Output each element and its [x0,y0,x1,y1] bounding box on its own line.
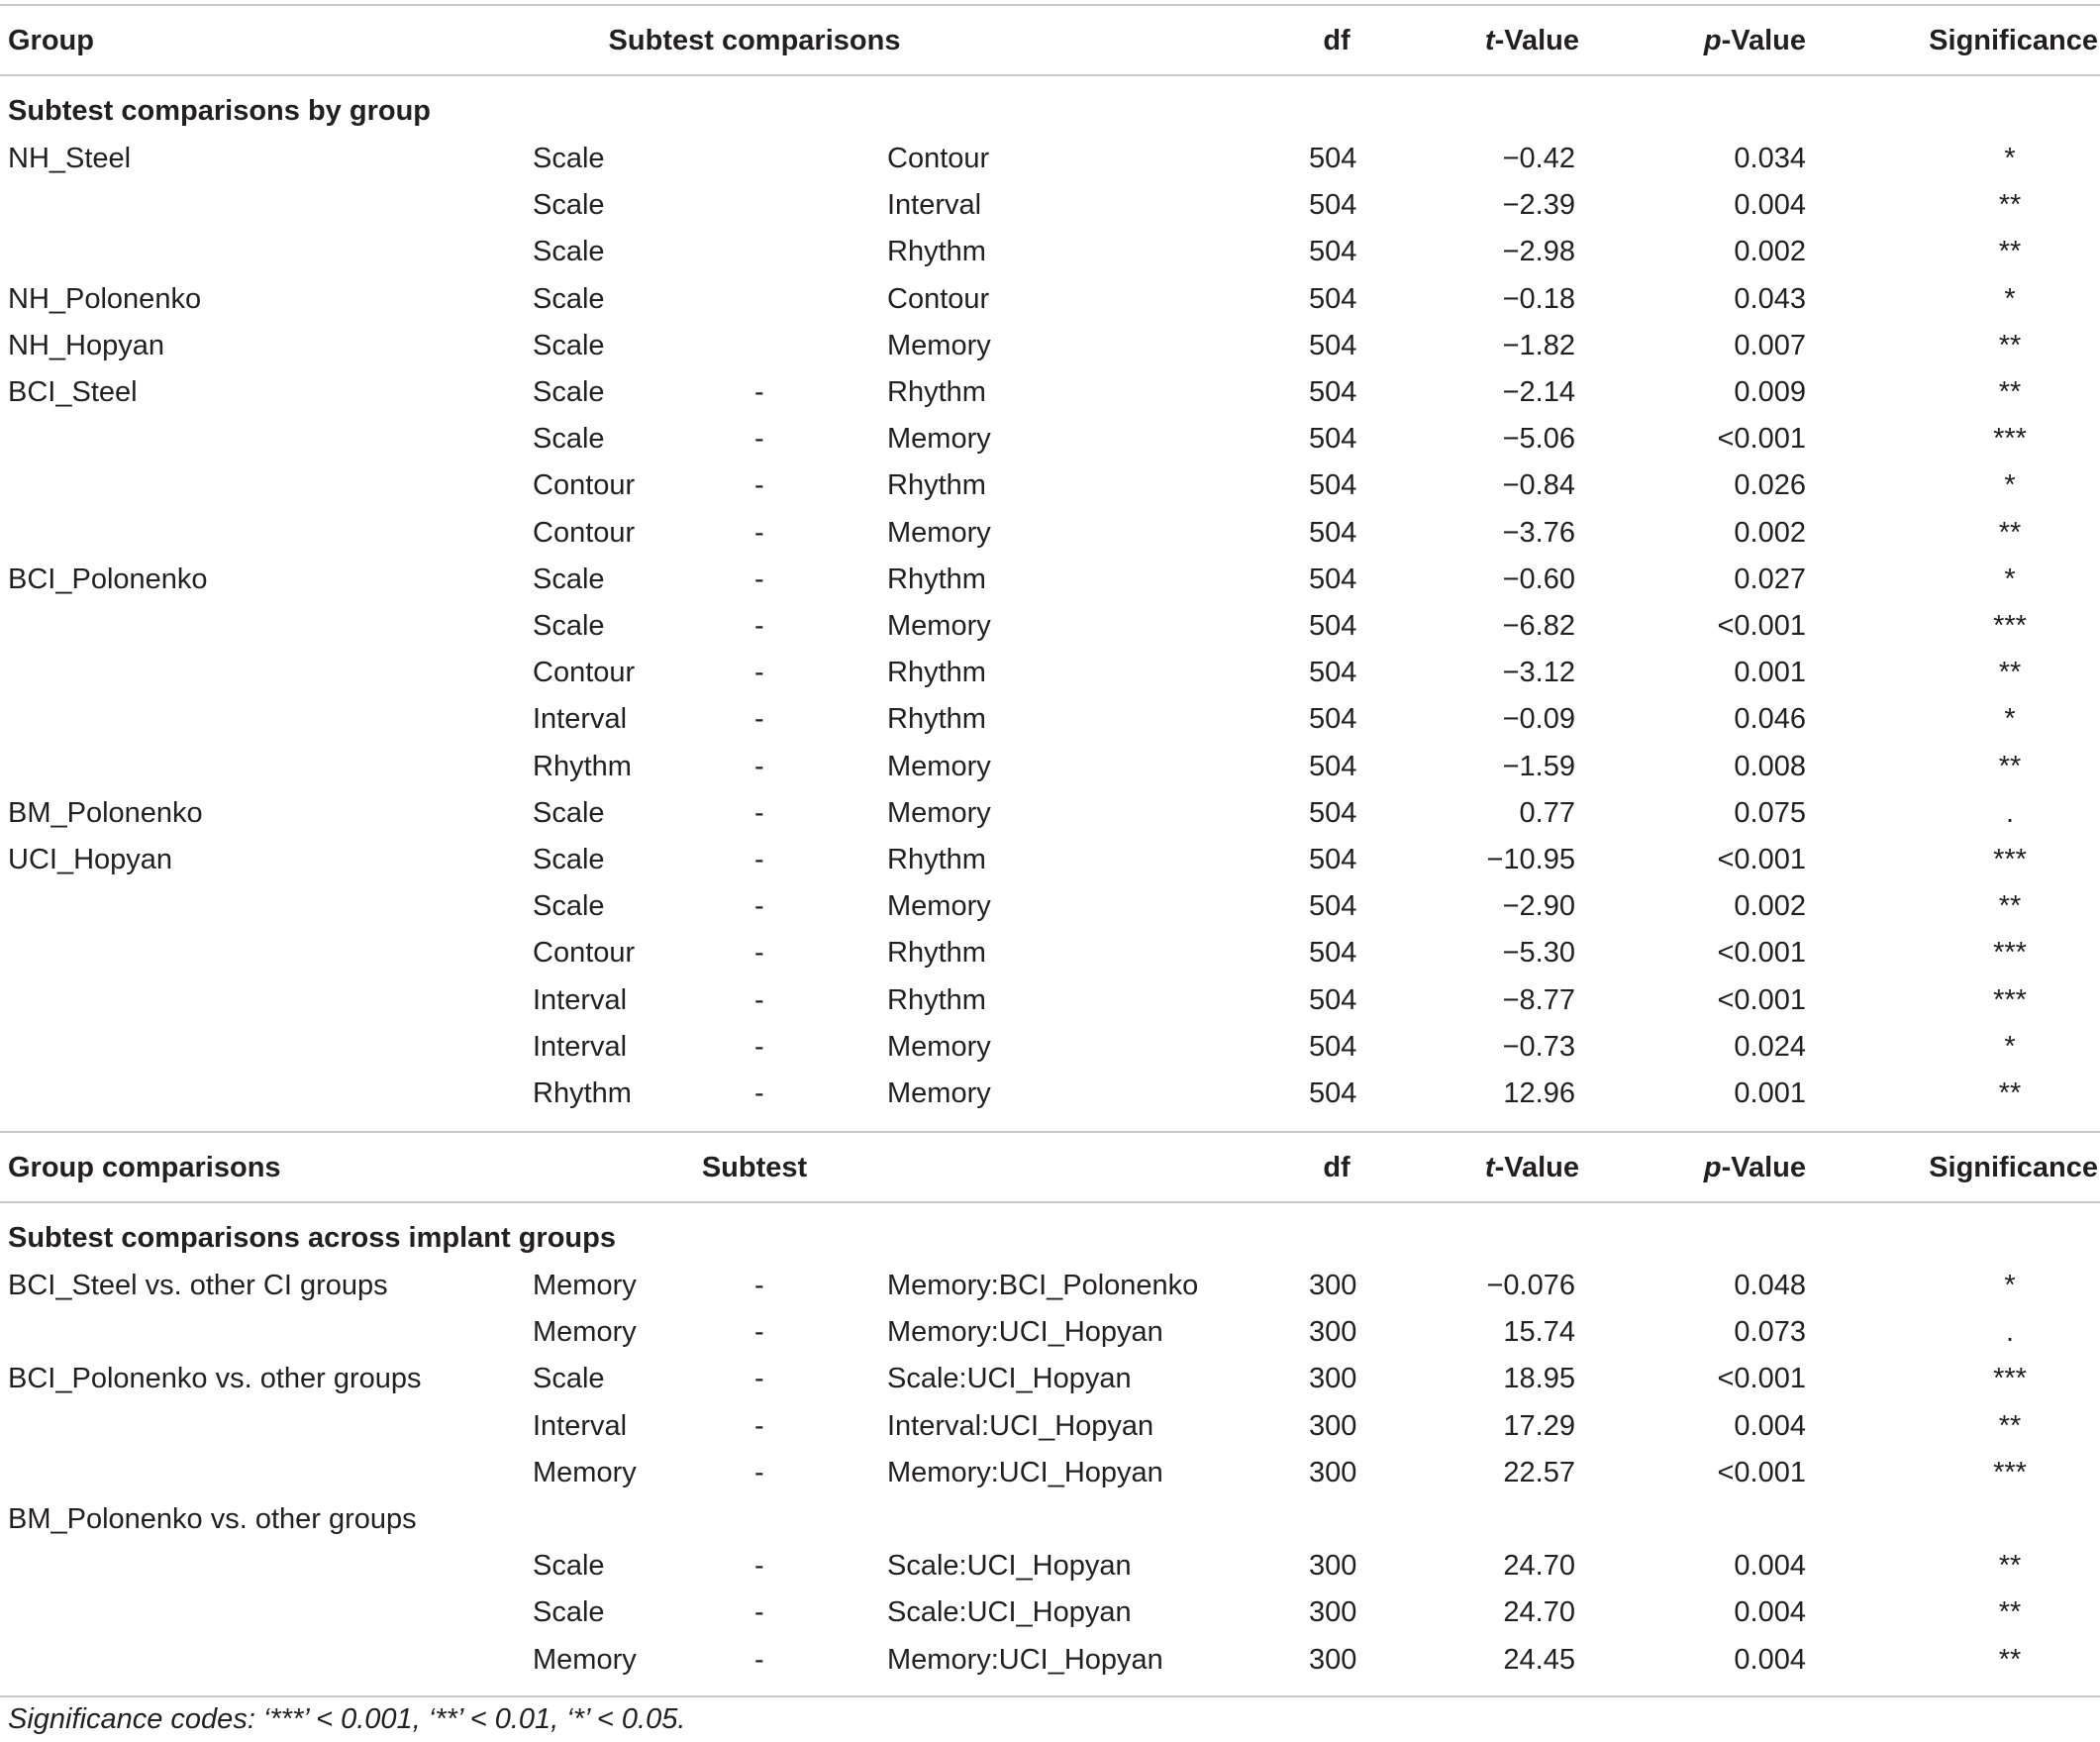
cell-t-value: 15.74 [1503,1316,1575,1349]
table-row [0,790,2100,837]
cell-p-value: 0.034 [1734,143,1806,174]
table-row [0,1403,2100,1450]
cell-significance: * [2004,282,2016,315]
cell-dash: - [754,563,764,595]
cell-dash: - [754,1030,764,1063]
cell-df: 504 [1309,657,1357,689]
cell-significance: * [2004,1030,2016,1063]
cell-subtest-a: Scale [533,329,605,361]
cell-p-value: <0.001 [1717,983,1806,1016]
cell-df: 504 [1309,1077,1357,1109]
cell-group: NH_Polonenko [8,282,202,315]
header-1-rule [0,74,2100,76]
table-row [0,1637,2100,1684]
table-row [0,1589,2100,1636]
table-row [0,510,2100,557]
cell-p-value: <0.001 [1717,937,1806,970]
cell-significance: * [2004,143,2016,174]
header-2-rule [0,1201,2100,1203]
cell-subtest-a: Contour [533,469,636,502]
cell-dash: - [754,1643,764,1676]
cell-subtest-b: Contour [887,143,990,174]
table-row [0,744,2100,790]
cell-significance: ** [1998,189,2022,222]
cell-dash: - [754,1270,764,1301]
cell-group: BCI_Steel [8,376,138,408]
cell-dash: - [754,1316,764,1349]
header-significance-2: Significance [1929,1152,2098,1183]
cell-group: NH_Hopyan [8,329,164,361]
cell-df: 504 [1309,937,1357,970]
cell-df: 300 [1309,1316,1357,1349]
cell-t-value: −2.90 [1502,890,1575,923]
cell-subtest-b: Memory [887,610,991,642]
cell-p-value: 0.004 [1734,1409,1806,1442]
cell-dash: - [754,983,764,1016]
cell-significance: . [2005,1316,2015,1349]
cell-p-value: 0.008 [1734,750,1806,782]
table-row [0,883,2100,930]
cell-significance: *** [1993,983,2027,1016]
cell-t-value: −6.82 [1502,610,1575,642]
table-row [0,603,2100,650]
cell-significance: * [2004,1270,2016,1301]
cell-p-value: 0.027 [1734,563,1806,595]
cell-dash: - [754,937,764,970]
cell-significance: ** [1998,1596,2022,1629]
table-row [0,416,2100,462]
header-p-suffix: -Value [1721,25,1806,56]
cell-significance: * [2004,703,2016,736]
cell-subtest-a: Rhythm [533,750,632,782]
cell-t-value: −0.84 [1502,469,1575,502]
header-df-2: df [1323,1152,1350,1183]
cell-significance: * [2004,563,2016,595]
cell-significance: * [2004,469,2016,502]
cell-subtest-b: Memory [887,1030,991,1063]
table-row [0,837,2100,883]
cell-subtest-b: Interval [887,189,982,222]
cell-df: 300 [1309,1596,1357,1629]
cell-subtest-a: Scale [533,189,605,222]
cell-dash: - [754,890,764,923]
table-row [0,182,2100,229]
cell-significance: ** [1998,236,2022,268]
cell-significance: ** [1998,1643,2022,1676]
cell-t-value: 24.45 [1503,1643,1575,1676]
cell-t-value: −10.95 [1486,844,1575,875]
header-p-suffix-2: -Value [1721,1152,1806,1183]
cell-significance: *** [1993,1456,2027,1488]
cell-p-value: 0.048 [1734,1270,1806,1301]
cell-df: 504 [1309,750,1357,782]
cell-significance: *** [1993,423,2027,456]
cell-p-value: 0.004 [1734,189,1806,222]
cell-p-value: 0.004 [1734,1643,1806,1676]
cell-p-value: 0.026 [1734,469,1806,502]
header-p-prefix: p [1703,25,1722,56]
cell-df: 300 [1309,1456,1357,1488]
cell-df: 504 [1309,703,1357,736]
cell-df: 300 [1309,1550,1357,1583]
cell-subtest-a: Memory [533,1456,637,1488]
cell-group: NH_Steel [8,143,132,174]
cell-subtest-a: Scale [533,376,605,408]
cell-subtest-a: Scale [533,610,605,642]
table-row [0,1450,2100,1496]
cell-p-value: 0.009 [1734,376,1806,408]
cell-p-value: <0.001 [1717,1456,1806,1488]
cell-df: 300 [1309,1363,1357,1395]
cell-subtest-a: Scale [533,890,605,923]
table-row [0,1543,2100,1589]
cell-subtest-a: Scale [533,1363,605,1395]
cell-t-value: −0.18 [1502,282,1575,315]
table-row [0,1496,2100,1543]
table-row [0,276,2100,323]
table-row [0,650,2100,696]
header-t-value [1485,18,1579,64]
cell-p-value: <0.001 [1717,844,1806,875]
header-df: df [1323,25,1350,56]
cell-significance: ** [1998,1409,2022,1442]
cell-p-value: 0.002 [1734,516,1806,549]
cell-p-value: 0.043 [1734,282,1806,315]
cell-t-value: −2.98 [1502,236,1575,268]
table-row [0,977,2100,1024]
cell-significance: . [2005,796,2015,829]
cell-group: BM_Polonenko [8,796,203,829]
cell-t-value: −0.60 [1502,563,1575,595]
cell-subtest-b: Rhythm [887,657,986,689]
cell-subtest-b: Rhythm [887,844,986,875]
table-row [0,1024,2100,1071]
cell-dash: - [754,423,764,456]
section-2-label: Subtest comparisons across implant groups [8,1222,616,1254]
section-title-2 [0,1215,2100,1262]
cell-p-value: <0.001 [1717,423,1806,456]
cell-df: 504 [1309,610,1357,642]
cell-subtest-a: Interval [533,1409,628,1442]
cell-subtest-a: Rhythm [533,1077,632,1109]
cell-subtest-b: Memory [887,890,991,923]
cell-significance: *** [1993,844,2027,875]
cell-subtest-a: Scale [533,796,605,829]
cell-t-value: −2.39 [1502,189,1575,222]
cell-t-value: 18.95 [1503,1363,1575,1395]
cell-subtest-b: Interval:UCI_Hopyan [887,1409,1154,1442]
cell-subtest-b: Rhythm [887,376,986,408]
cell-subtest-a: Scale [533,1596,605,1629]
cell-subtest-a: Memory [533,1270,637,1301]
cell-subtest-a: Contour [533,937,636,970]
table-row [0,462,2100,509]
cell-significance: *** [1993,610,2027,642]
cell-dash: - [754,1550,764,1583]
cell-t-value: −2.14 [1502,376,1575,408]
cell-p-value: 0.024 [1734,1030,1806,1063]
cell-p-value: 0.001 [1734,657,1806,689]
cell-dash: - [754,844,764,875]
cell-group: UCI_Hopyan [8,844,173,875]
cell-dash: - [754,703,764,736]
header-group: Group [8,25,94,56]
cell-t-value: −0.076 [1486,1270,1575,1301]
cell-subtest-b: Contour [887,282,990,315]
cell-t-value: −1.82 [1502,329,1575,361]
cell-p-value: 0.004 [1734,1596,1806,1629]
header-group-comparisons: Group comparisons [8,1152,281,1183]
header-row-1 [0,18,2100,64]
cell-subtest-a: Interval [533,983,628,1016]
cell-subtest-a: Contour [533,657,636,689]
cell-subtest-b: Memory [887,423,991,456]
table-row [0,696,2100,743]
header-p-prefix-2: p [1703,1152,1722,1183]
cell-subtest-b: Scale:UCI_Hopyan [887,1550,1132,1583]
cell-df: 504 [1309,143,1357,174]
cell-subtest-b: Memory [887,516,991,549]
cell-df: 300 [1309,1409,1357,1442]
cell-p-value: 0.073 [1734,1316,1806,1349]
header-significance: Significance [1929,25,2098,56]
table-row [0,1071,2100,1117]
cell-df: 504 [1309,329,1357,361]
cell-subtest-a: Scale [533,143,605,174]
cell-dash: - [754,469,764,502]
cell-dash: - [754,1456,764,1488]
cell-significance: *** [1993,1363,2027,1395]
header-subtest-comparisons: Subtest comparisons [608,25,901,56]
cell-subtest-b: Memory [887,750,991,782]
cell-df: 504 [1309,189,1357,222]
cell-subtest-b: Memory:BCI_Polonenko [887,1270,1199,1301]
cell-significance: ** [1998,750,2022,782]
table-row [0,557,2100,603]
cell-subtest-b: Memory:UCI_Hopyan [887,1643,1163,1676]
cell-dash: - [754,750,764,782]
table-row [0,930,2100,976]
cell-significance: ** [1998,329,2022,361]
cell-subtest-b: Memory [887,329,991,361]
table-row [0,1309,2100,1356]
cell-dash: - [754,1077,764,1109]
cell-df: 504 [1309,236,1357,268]
table-row [0,323,2100,369]
cell-dash: - [754,376,764,408]
cell-group: BCI_Polonenko vs. other groups [8,1363,422,1395]
cell-df: 504 [1309,282,1357,315]
cell-p-value: 0.002 [1734,236,1806,268]
cell-subtest-b: Memory [887,796,991,829]
cell-dash: - [754,1363,764,1395]
cell-significance: ** [1998,657,2022,689]
cell-dash: - [754,796,764,829]
header-t-prefix-2: t [1484,1152,1495,1183]
header-p-value-2 [1704,1145,1806,1191]
cell-p-value: <0.001 [1717,1363,1806,1395]
cell-t-value: 24.70 [1503,1550,1575,1583]
cell-df: 504 [1309,516,1357,549]
cell-t-value: −0.73 [1502,1030,1575,1063]
table-row [0,1263,2100,1309]
cell-group: BM_Polonenko vs. other groups [8,1503,417,1535]
cell-dash: - [754,1409,764,1442]
table-row [0,136,2100,182]
cell-p-value: <0.001 [1717,610,1806,642]
cell-df: 504 [1309,844,1357,875]
cell-subtest-a: Scale [533,1550,605,1583]
cell-p-value: 0.075 [1734,796,1806,829]
footnote: Significance codes: ‘***’ < 0.001, ‘**’ < 0.01, ‘*’ < 0.05. [8,1703,686,1735]
cell-t-value: 17.29 [1503,1409,1575,1442]
cell-subtest-b: Memory:UCI_Hopyan [887,1456,1163,1488]
cell-significance: *** [1993,937,2027,970]
cell-df: 504 [1309,423,1357,456]
cell-df: 300 [1309,1643,1357,1676]
cell-df: 504 [1309,796,1357,829]
header-t-suffix-2: -Value [1494,1152,1579,1183]
cell-t-value: −3.76 [1502,516,1575,549]
cell-subtest-b: Rhythm [887,469,986,502]
cell-dash: - [754,1596,764,1629]
cell-dash: - [754,516,764,549]
cell-dash: - [754,610,764,642]
cell-df: 504 [1309,983,1357,1016]
header-t-suffix: -Value [1494,25,1579,56]
cell-subtest-b: Rhythm [887,563,986,595]
cell-t-value: 12.96 [1503,1077,1575,1109]
cell-t-value: 0.77 [1519,796,1575,829]
cell-df: 504 [1309,376,1357,408]
cell-t-value: −8.77 [1502,983,1575,1016]
cell-subtest-a: Memory [533,1643,637,1676]
cell-subtest-b: Rhythm [887,236,986,268]
section-1-label: Subtest comparisons by group [8,95,431,127]
cell-subtest-b: Memory:UCI_Hopyan [887,1316,1163,1349]
cell-subtest-a: Scale [533,236,605,268]
table-top-rule [0,4,2100,6]
cell-significance: ** [1998,890,2022,923]
cell-df: 504 [1309,1030,1357,1063]
cell-t-value: 24.70 [1503,1596,1575,1629]
cell-p-value: 0.001 [1734,1077,1806,1109]
header-t-value-2 [1485,1145,1579,1191]
cell-subtest-b: Rhythm [887,983,986,1016]
table-row [0,229,2100,275]
cell-subtest-b: Memory [887,1077,991,1109]
cell-group: BCI_Polonenko [8,563,208,595]
cell-subtest-b: Rhythm [887,937,986,970]
header-t-prefix: t [1484,25,1495,56]
cell-group: BCI_Steel vs. other CI groups [8,1270,388,1301]
cell-t-value: −5.30 [1502,937,1575,970]
cell-subtest-a: Interval [533,1030,628,1063]
cell-dash: - [754,657,764,689]
cell-p-value: 0.007 [1734,329,1806,361]
table-row [0,1356,2100,1402]
cell-df: 504 [1309,563,1357,595]
cell-significance: ** [1998,376,2022,408]
section-title-1 [0,88,2100,135]
cell-df: 504 [1309,890,1357,923]
cell-p-value: 0.046 [1734,703,1806,736]
cell-subtest-a: Scale [533,563,605,595]
header-p-value [1704,18,1806,64]
cell-p-value: 0.002 [1734,890,1806,923]
cell-subtest-a: Scale [533,423,605,456]
cell-significance: ** [1998,1550,2022,1583]
cell-subtest-a: Interval [533,703,628,736]
cell-t-value: −0.42 [1502,143,1575,174]
cell-df: 504 [1309,469,1357,502]
cell-subtest-a: Scale [533,844,605,875]
cell-p-value: 0.004 [1734,1550,1806,1583]
cell-subtest-b: Scale:UCI_Hopyan [887,1363,1132,1395]
cell-t-value: 22.57 [1503,1456,1575,1488]
header-row-2 [0,1145,2100,1191]
cell-subtest-a: Contour [533,516,636,549]
header-subtest: Subtest [701,1152,808,1183]
cell-significance: ** [1998,516,2022,549]
cell-subtest-b: Scale:UCI_Hopyan [887,1596,1132,1629]
cell-t-value: −1.59 [1502,750,1575,782]
cell-subtest-a: Memory [533,1316,637,1349]
cell-df: 300 [1309,1270,1357,1301]
cell-subtest-b: Rhythm [887,703,986,736]
section-1-end-rule [0,1131,2100,1133]
table-bottom-rule [0,1695,2100,1697]
cell-subtest-a: Scale [533,282,605,315]
cell-t-value: −5.06 [1502,423,1575,456]
cell-t-value: −0.09 [1502,703,1575,736]
cell-significance: ** [1998,1077,2022,1109]
table-row [0,369,2100,416]
cell-t-value: −3.12 [1502,657,1575,689]
